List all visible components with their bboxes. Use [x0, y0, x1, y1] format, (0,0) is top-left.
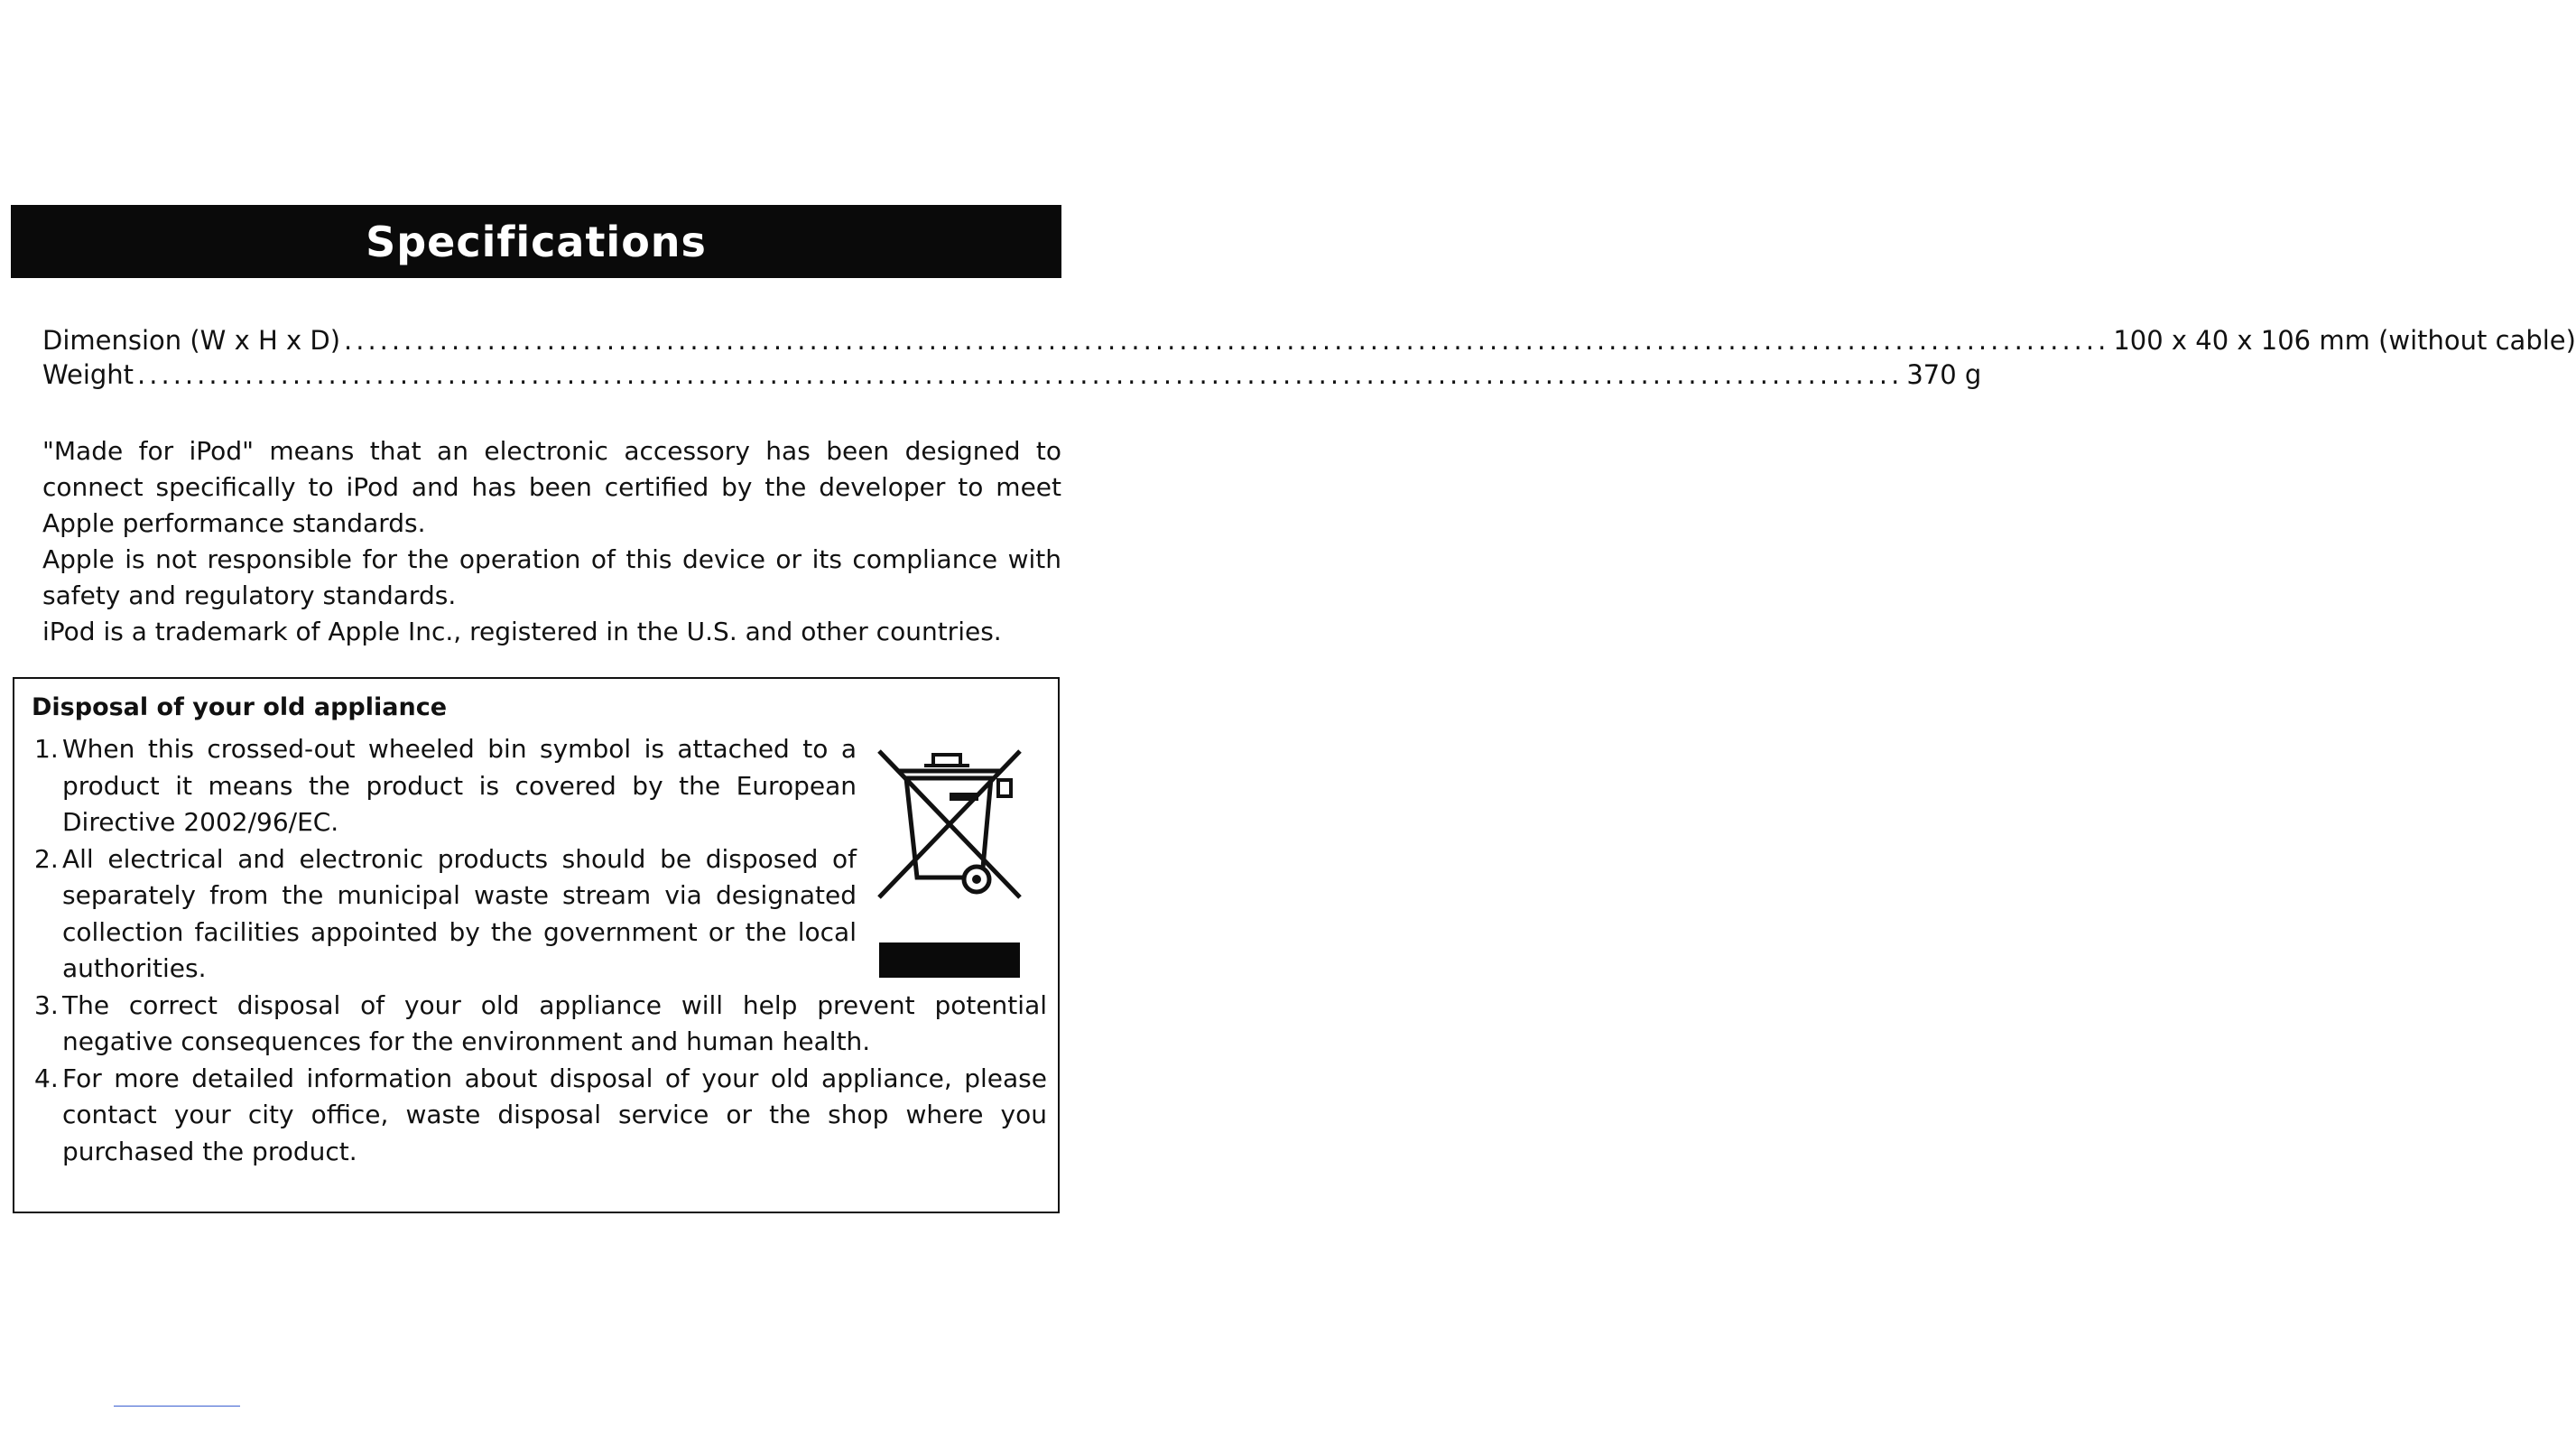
list-item-text: For more detailed information about disposal of your old appliance, please contact your city office, waste disposal service or the shop where you purchased the product. — [62, 1063, 1047, 1166]
list-item — [34, 841, 857, 988]
spec-label: Dimension (W x H x D) — [42, 325, 341, 356]
dot-leader: .................................................................................................................................................... — [137, 359, 1904, 390]
list-item-number: 1. — [34, 734, 59, 764]
dot-leader: .................................................................................................................................................... — [344, 325, 2110, 356]
list-item-number: 4. — [34, 1063, 59, 1093]
list-item-text: The correct disposal of your old appliance will help prevent potential negative consequences for the environment and human health. — [62, 989, 1047, 1056]
list-item — [34, 731, 857, 841]
title-bar — [11, 205, 1061, 278]
spec-row-weight — [42, 358, 1982, 392]
note-apple-responsibility: Apple is not responsible for the operation of this device or its compliance with safety and regulatory standards. — [42, 544, 1061, 610]
page-title: Specifications — [366, 217, 707, 266]
specifications-table — [42, 323, 2576, 392]
note-trademark: iPod is a trademark of Apple Inc., registered in the U.S. and other countries. — [42, 617, 1002, 646]
spec-row-dimension — [42, 323, 2576, 358]
list-item-number: 3. — [34, 989, 59, 1020]
spec-label: Weight — [42, 359, 134, 390]
footer-rule — [114, 1406, 240, 1407]
list-item-text: All electrical and electronic products should be disposed of separately from the municipal waste stream via designated collection facilities appointed by the government or the local authorities. — [62, 843, 857, 983]
list-item-number: 2. — [34, 843, 59, 874]
spec-value: 370 g — [1906, 359, 1982, 390]
disposal-title: Disposal of your old appliance — [32, 693, 448, 721]
bin-solid-bar — [879, 942, 1020, 978]
note-made-for-ipod: "Made for iPod" means that an electronic accessory has been designed to connect specifically to iPod and has been certified by the developer to meet Apple performance standards. — [42, 436, 1061, 538]
disposal-box — [13, 677, 1060, 1213]
spec-value: 100 x 40 x 106 mm (without cable) — [2113, 325, 2576, 356]
list-item — [34, 988, 1047, 1061]
ipod-notes — [42, 433, 1061, 650]
list-item — [34, 1061, 1047, 1171]
crossed-out-wheeled-bin-icon — [865, 742, 1027, 905]
list-item-text: When this crossed-out wheeled bin symbol is attached to a product it means the product is covered by the European Directive 2002/96/EC. — [62, 734, 857, 837]
